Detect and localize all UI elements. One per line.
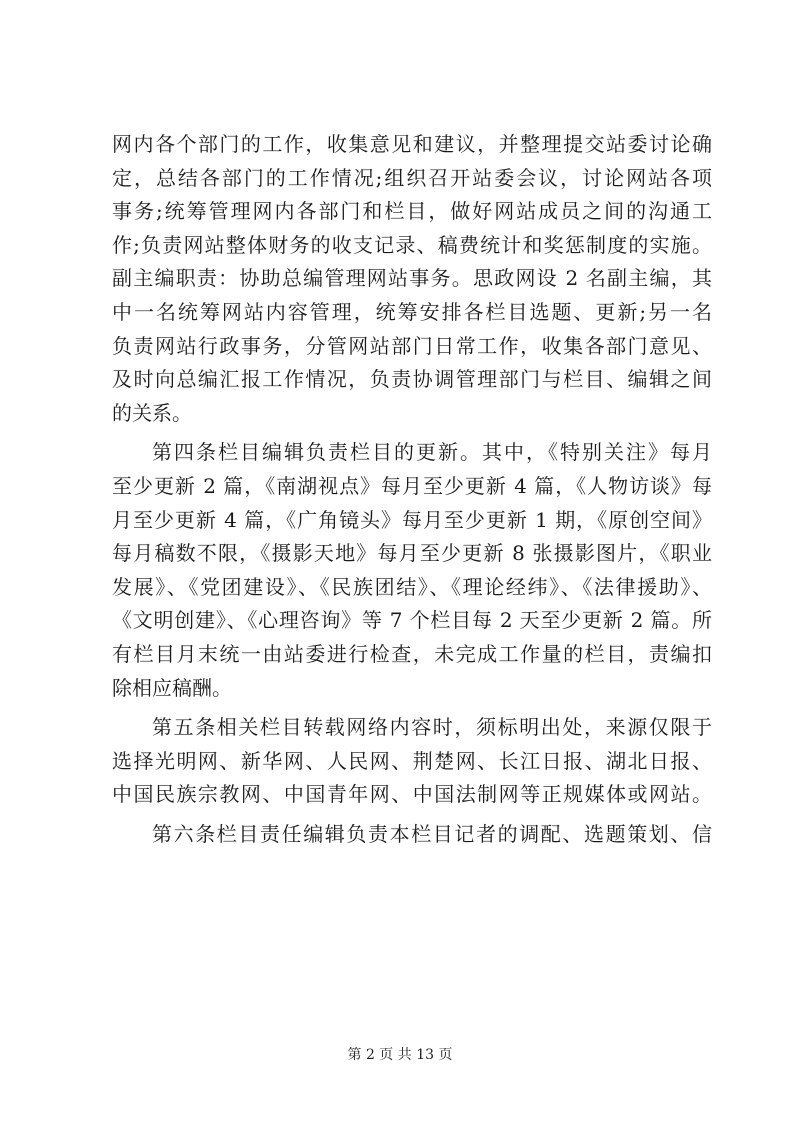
- text-line: 中国民族宗教网、中国青年网、中国法制网等正规媒体或网站。: [112, 782, 712, 807]
- text-line: 定，总结各部门的工作情况;组织召开站委会议，讨论网站各项: [112, 165, 712, 190]
- page-number-footer: 第 2 页 共 13 页: [347, 1047, 453, 1063]
- text-line: 除相应稿酬。: [112, 675, 232, 700]
- text-line: 及时向总编汇报工作情况，负责协调管理部门与栏目、编辑之间: [112, 367, 712, 392]
- text-line: 发展》、《党团建设》、《民族团结》、《理论经纬》、《法律援助》、: [112, 574, 712, 599]
- text-line: 每月稿数不限，《摄影天地》每月至少更新 8 张摄影图片，《职业: [112, 541, 712, 566]
- text-line: 中一名统筹网站内容管理，统筹安排各栏目选题、更新;另一名: [112, 299, 712, 324]
- text-line: 月至少更新 4 篇，《广角镜头》每月至少更新 1 期，《原创空间》: [112, 507, 712, 532]
- text-line: 网内各个部门的工作，收集意见和建议，并整理提交站委讨论确: [112, 132, 712, 156]
- text-line: 选择光明网、新华网、人民网、荆楚网、长江日报、湖北日报、: [112, 748, 712, 773]
- document-body: [112, 128, 712, 851]
- text-line: 的关系。: [112, 400, 192, 425]
- text-line: 副主编职责：协助总编管理网站事务。思政网设 2 名副主编，其: [112, 266, 712, 291]
- text-line: 负责网站行政事务，分管网站部门日常工作，收集各部门意见、: [112, 333, 712, 358]
- text-line: 事务;统筹管理网内各部门和栏目，做好网站成员之间的沟通工: [112, 199, 712, 224]
- text-line: 作;负责网站整体财务的收支记录、稿费统计和奖惩制度的实施。: [112, 232, 712, 257]
- text-line: 《文明创建》、《心理咨询》等 7 个栏目每 2 天至少更新 2 篇。所: [112, 608, 712, 633]
- paragraph-article-4-first-line: 第四条栏目编辑负责栏目的更新。其中，《特别关注》每月: [152, 440, 712, 465]
- text-line: 有栏目月末统一由站委进行检查，未完成工作量的栏目，责编扣: [112, 641, 712, 666]
- paragraph-article-6-first-line: 第六条栏目责任编辑负责本栏目记者的调配、选题策划、信: [152, 821, 712, 846]
- text-line: 至少更新 2 篇，《南湖视点》每月至少更新 4 篇，《人物访谈》每: [112, 473, 712, 498]
- paragraph-article-5-first-line: 第五条相关栏目转载网络内容时，须标明出处，来源仅限于: [152, 715, 712, 740]
